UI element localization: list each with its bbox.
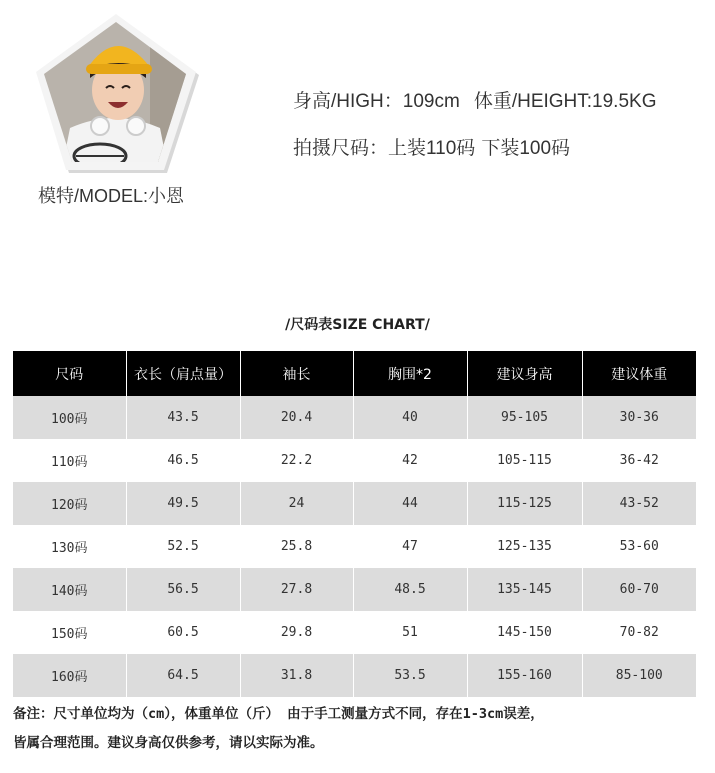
cell-chest: 42 (353, 439, 467, 482)
table-row (13, 439, 696, 482)
cell-size: 140码 (13, 568, 126, 611)
cell-size: 160码 (13, 654, 126, 697)
table-row (13, 396, 696, 439)
header-sleeve: 袖长 (240, 351, 353, 396)
note-line-1: 备注：尺寸单位均为（cm），体重单位（斤） 由于手工测量方式不同，存在1-3cm误差， (13, 706, 544, 722)
cell-size: 110码 (13, 439, 126, 482)
cell-length: 49.5 (126, 482, 240, 525)
cell-rec-weight: 53-60 (582, 525, 696, 568)
cell-rec-weight: 30-36 (582, 396, 696, 439)
photo-size-prefix: 拍摄尺码： (293, 138, 389, 159)
cell-length: 46.5 (126, 439, 240, 482)
header-chest: 胸围*2 (353, 351, 467, 396)
cell-rec-weight: 60-70 (582, 568, 696, 611)
cell-sleeve: 31.8 (240, 654, 353, 697)
photo-top-size: 上装110码 (388, 138, 476, 159)
model-height: 身高/HIGH：109cm (293, 91, 460, 112)
header-rec-height: 建议身高 (467, 351, 582, 396)
cell-size: 130码 (13, 525, 126, 568)
size-chart-table (13, 351, 696, 697)
cell-sleeve: 25.8 (240, 525, 353, 568)
cell-chest: 48.5 (353, 568, 467, 611)
model-photo (30, 8, 200, 178)
cell-rec-weight: 36-42 (582, 439, 696, 482)
model-measurements (293, 86, 656, 113)
cell-length: 52.5 (126, 525, 240, 568)
cell-chest: 40 (353, 396, 467, 439)
cell-rec-weight: 43-52 (582, 482, 696, 525)
cell-chest: 44 (353, 482, 467, 525)
size-note (13, 700, 708, 758)
table-row (13, 611, 696, 654)
cell-rec-weight: 85-100 (582, 654, 696, 697)
cell-chest: 51 (353, 611, 467, 654)
cell-rec-height: 145-150 (467, 611, 582, 654)
cell-length: 43.5 (126, 396, 240, 439)
cell-rec-height: 105-115 (467, 439, 582, 482)
cell-size: 100码 (13, 396, 126, 439)
cell-rec-weight: 70-82 (582, 611, 696, 654)
table-row (13, 568, 696, 611)
table-row (13, 654, 696, 697)
model-weight: 体重/HEIGHT:19.5KG (473, 91, 657, 112)
table-header-row (13, 351, 696, 396)
model-photo-image (30, 8, 200, 178)
cell-chest: 47 (353, 525, 467, 568)
table-row (13, 525, 696, 568)
cell-sleeve: 20.4 (240, 396, 353, 439)
size-chart-title: /尺码表SIZE CHART/ (285, 317, 430, 333)
cell-rec-height: 155-160 (467, 654, 582, 697)
cell-size: 120码 (13, 482, 126, 525)
cell-rec-height: 95-105 (467, 396, 582, 439)
cell-size: 150码 (13, 611, 126, 654)
note-line-2: 皆属合理范围。建议身高仅供参考，请以实际为准。 (13, 735, 324, 751)
model-label: 模特/MODEL:小恩 (38, 186, 185, 206)
cell-sleeve: 29.8 (240, 611, 353, 654)
header-size: 尺码 (13, 351, 126, 396)
cell-length: 56.5 (126, 568, 240, 611)
cell-sleeve: 24 (240, 482, 353, 525)
header-length: 衣长（肩点量） (126, 351, 240, 396)
photo-bottom-size: 下装100码 (481, 138, 571, 159)
cell-sleeve: 22.2 (240, 439, 353, 482)
cell-rec-height: 115-125 (467, 482, 582, 525)
header-rec-weight: 建议体重 (582, 351, 696, 396)
cell-sleeve: 27.8 (240, 568, 353, 611)
table-row (13, 482, 696, 525)
cell-length: 64.5 (126, 654, 240, 697)
cell-chest: 53.5 (353, 654, 467, 697)
cell-rec-height: 125-135 (467, 525, 582, 568)
cell-length: 60.5 (126, 611, 240, 654)
cell-rec-height: 135-145 (467, 568, 582, 611)
photo-size-info (293, 133, 570, 160)
